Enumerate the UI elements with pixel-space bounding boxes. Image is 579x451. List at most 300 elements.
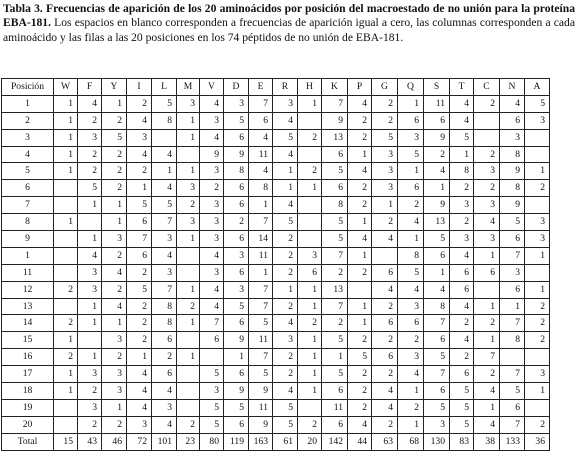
frequency-cell: 7 — [322, 95, 348, 112]
frequency-cell: 2 — [372, 95, 398, 112]
frequency-cell: 1 — [78, 315, 102, 332]
frequency-cell: 8 — [249, 180, 273, 197]
position-cell: 1 — [2, 247, 54, 264]
frequency-cell: 1 — [54, 383, 78, 400]
position-cell: 15 — [2, 332, 54, 349]
frequency-cell: 2 — [450, 315, 474, 332]
frequency-cell: 1 — [224, 349, 249, 366]
frequency-cell: 11 — [249, 332, 273, 349]
frequency-cell: 5 — [322, 231, 348, 248]
frequency-cell: 133 — [500, 433, 525, 450]
frequency-cell: 6 — [424, 247, 450, 264]
frequency-cell: 3 — [200, 214, 224, 231]
amino-acid-header: L — [152, 79, 177, 96]
frequency-cell — [474, 112, 500, 129]
frequency-cell: 4 — [474, 416, 500, 433]
frequency-cell: 7 — [500, 315, 525, 332]
frequency-cell: 6 — [224, 416, 249, 433]
frequency-cell: 3 — [177, 180, 200, 197]
frequency-cell: 1 — [298, 281, 322, 298]
frequency-cell: 5 — [200, 416, 224, 433]
frequency-cell: 1 — [177, 349, 200, 366]
frequency-cell: 163 — [249, 433, 273, 450]
frequency-cell: 1 — [348, 214, 372, 231]
frequency-cell — [54, 231, 78, 248]
frequency-cell: 2 — [78, 112, 102, 129]
frequency-cell: 1 — [298, 95, 322, 112]
frequency-cell: 4 — [152, 383, 177, 400]
frequency-cell: 5 — [348, 349, 372, 366]
frequency-cell: 13 — [322, 281, 348, 298]
frequency-cell: 7 — [474, 349, 500, 366]
frequency-cell: 1 — [424, 264, 450, 281]
position-cell: 11 — [2, 264, 54, 281]
position-cell: 5 — [2, 163, 54, 180]
frequency-cell: 6 — [450, 366, 474, 383]
frequency-cell: 1 — [525, 383, 550, 400]
frequency-cell: 2 — [298, 129, 322, 146]
frequency-cell: 8 — [152, 298, 177, 315]
frequency-cell: 3 — [500, 129, 525, 146]
frequency-cell: 2 — [273, 349, 298, 366]
frequency-cell: 4 — [152, 146, 177, 163]
frequency-cell: 3 — [127, 129, 152, 146]
amino-acid-header: I — [127, 79, 152, 96]
frequency-cell — [54, 298, 78, 315]
frequency-cell: 2 — [102, 281, 127, 298]
frequency-cell: 4 — [200, 247, 224, 264]
frequency-cell: 5 — [224, 112, 249, 129]
frequency-cell: 1 — [249, 264, 273, 281]
frequency-cell: 5 — [200, 366, 224, 383]
frequency-cell: 2 — [322, 264, 348, 281]
frequency-cell: 5 — [273, 214, 298, 231]
frequency-cell: 4 — [127, 366, 152, 383]
frequency-cell — [298, 231, 322, 248]
frequency-cell: 3 — [525, 231, 550, 248]
frequency-cell: 6 — [372, 264, 398, 281]
frequency-cell: 4 — [348, 416, 372, 433]
table-row — [2, 298, 550, 315]
frequency-cell: 5 — [78, 180, 102, 197]
frequency-cell — [525, 146, 550, 163]
frequency-cell: 2 — [348, 383, 372, 400]
caption-label: Tabla 3. — [3, 2, 43, 15]
frequency-cell: 2 — [127, 332, 152, 349]
frequency-cell: 5 — [322, 214, 348, 231]
frequency-cell: 3 — [102, 366, 127, 383]
frequency-cell: 4 — [273, 112, 298, 129]
frequency-cell: 2 — [348, 180, 372, 197]
frequency-cell: 3 — [102, 231, 127, 248]
amino-acid-header: N — [500, 79, 525, 96]
frequency-cell: 7 — [249, 298, 273, 315]
frequency-cell: 4 — [398, 366, 424, 383]
frequency-cell: 3 — [152, 399, 177, 416]
frequency-cell: 8 — [152, 315, 177, 332]
frequency-cell: 1 — [273, 180, 298, 197]
frequency-cell: 4 — [450, 298, 474, 315]
frequency-cell: 5 — [224, 399, 249, 416]
frequency-cell: 9 — [224, 146, 249, 163]
frequency-cell: 11 — [249, 146, 273, 163]
frequency-cell: 6 — [450, 264, 474, 281]
frequency-cell: 44 — [348, 433, 372, 450]
frequency-cell: 3 — [152, 264, 177, 281]
frequency-cell: 11 — [322, 399, 348, 416]
frequency-cell: 6 — [322, 180, 348, 197]
frequency-cell: 5 — [424, 399, 450, 416]
frequency-cell: 1 — [54, 146, 78, 163]
frequency-cell: 3 — [177, 214, 200, 231]
frequency-cell: 2 — [372, 332, 398, 349]
frequency-cell: 46 — [102, 433, 127, 450]
table-row — [2, 349, 550, 366]
table-row — [2, 332, 550, 349]
frequency-cell: 2 — [78, 416, 102, 433]
frequency-cell: 5 — [398, 146, 424, 163]
frequency-cell: 4 — [200, 298, 224, 315]
frequency-cell: 5 — [450, 399, 474, 416]
position-cell: 20 — [2, 416, 54, 433]
frequency-cell: 5 — [200, 399, 224, 416]
frequency-cell — [525, 399, 550, 416]
frequency-cell: 4 — [450, 247, 474, 264]
frequency-cell: 4 — [424, 281, 450, 298]
frequency-cell: 6 — [127, 214, 152, 231]
frequency-cell: 9 — [424, 197, 450, 214]
frequency-cell: 9 — [249, 383, 273, 400]
frequency-cell: 2 — [372, 298, 398, 315]
table-row — [2, 95, 550, 112]
frequency-cell: 2 — [450, 180, 474, 197]
position-cell: Total — [2, 433, 54, 450]
frequency-cell — [474, 281, 500, 298]
frequency-cell: 1 — [398, 95, 424, 112]
frequency-cell: 2 — [525, 315, 550, 332]
frequency-cell: 3 — [200, 163, 224, 180]
frequency-cell: 2 — [152, 349, 177, 366]
frequency-cell: 7 — [249, 214, 273, 231]
frequency-cell — [54, 264, 78, 281]
frequency-cell: 3 — [298, 247, 322, 264]
position-cell: 14 — [2, 315, 54, 332]
frequency-cell: 3 — [273, 95, 298, 112]
amino-acid-header: T — [450, 79, 474, 96]
frequency-cell: 6 — [249, 112, 273, 129]
frequency-cell: 7 — [249, 95, 273, 112]
frequency-cell — [177, 146, 200, 163]
frequency-cell: 3 — [78, 366, 102, 383]
frequency-cell: 4 — [78, 247, 102, 264]
frequency-cell — [298, 112, 322, 129]
frequency-cell: 5 — [273, 399, 298, 416]
frequency-cell — [525, 129, 550, 146]
frequency-cell: 2 — [102, 146, 127, 163]
frequency-cell: 3 — [474, 197, 500, 214]
position-cell: 19 — [2, 399, 54, 416]
frequency-cell: 1 — [54, 366, 78, 383]
frequency-cell: 2 — [54, 281, 78, 298]
frequency-cell: 3 — [200, 264, 224, 281]
frequency-cell: 5 — [127, 281, 152, 298]
frequency-cell: 3 — [525, 112, 550, 129]
frequency-cell: 7 — [500, 416, 525, 433]
frequency-cell: 2 — [102, 416, 127, 433]
frequency-cell: 6 — [500, 112, 525, 129]
frequency-cell: 1 — [177, 315, 200, 332]
frequency-cell: 9 — [424, 129, 450, 146]
frequency-cell: 1 — [525, 247, 550, 264]
frequency-cell: 3 — [224, 247, 249, 264]
frequency-cell: 11 — [249, 399, 273, 416]
frequency-cell: 5 — [224, 298, 249, 315]
frequency-cell: 3 — [525, 366, 550, 383]
frequency-cell: 5 — [450, 416, 474, 433]
frequency-cell: 3 — [102, 383, 127, 400]
table-header-row — [2, 79, 550, 96]
frequency-cell: 7 — [152, 214, 177, 231]
frequency-cell: 4 — [249, 129, 273, 146]
frequency-cell: 6 — [224, 315, 249, 332]
frequency-cell: 1 — [372, 197, 398, 214]
frequency-cell: 2 — [102, 112, 127, 129]
frequency-cell: 2 — [273, 366, 298, 383]
table-row — [2, 416, 550, 433]
frequency-cell — [348, 281, 372, 298]
frequency-cell: 7 — [424, 315, 450, 332]
frequency-cell: 68 — [398, 433, 424, 450]
frequency-cell: 7 — [322, 298, 348, 315]
frequency-cell: 2 — [200, 180, 224, 197]
frequency-cell: 2 — [348, 129, 372, 146]
frequency-cell: 6 — [127, 247, 152, 264]
frequency-cell: 8 — [224, 163, 249, 180]
frequency-cell: 3 — [224, 95, 249, 112]
frequency-cell — [525, 197, 550, 214]
frequency-cell: 1 — [78, 231, 102, 248]
frequency-cell: 4 — [450, 332, 474, 349]
frequency-cell: 5 — [398, 264, 424, 281]
frequency-cell: 5 — [102, 129, 127, 146]
frequency-cell: 1 — [102, 197, 127, 214]
frequency-cell — [525, 264, 550, 281]
frequency-cell: 1 — [54, 95, 78, 112]
frequency-cell: 2 — [78, 383, 102, 400]
frequency-cell — [298, 399, 322, 416]
frequency-cell: 2 — [348, 197, 372, 214]
frequency-cell: 7 — [322, 247, 348, 264]
frequency-cell: 5 — [249, 366, 273, 383]
frequency-cell — [54, 247, 78, 264]
frequency-cell: 7 — [200, 315, 224, 332]
frequency-cell: 1 — [474, 247, 500, 264]
frequency-cell: 4 — [273, 146, 298, 163]
frequency-cell: 5 — [500, 383, 525, 400]
frequency-cell: 11 — [249, 247, 273, 264]
frequency-cell: 4 — [200, 281, 224, 298]
frequency-cell — [525, 349, 550, 366]
frequency-cell: 7 — [500, 366, 525, 383]
frequency-cell: 4 — [102, 298, 127, 315]
frequency-cell — [54, 197, 78, 214]
amino-acid-header: D — [224, 79, 249, 96]
frequency-cell: 1 — [500, 298, 525, 315]
frequency-cell: 5 — [152, 197, 177, 214]
frequency-cell: 1 — [177, 281, 200, 298]
frequency-cell: 1 — [54, 214, 78, 231]
frequency-cell: 1 — [525, 281, 550, 298]
frequency-cell: 2 — [474, 180, 500, 197]
frequency-cell: 3 — [450, 231, 474, 248]
frequency-cell: 1 — [273, 163, 298, 180]
frequency-cell: 4 — [249, 163, 273, 180]
frequency-cell — [298, 214, 322, 231]
frequency-cell: 1 — [54, 112, 78, 129]
frequency-cell: 2 — [273, 231, 298, 248]
frequency-cell: 9 — [224, 332, 249, 349]
frequency-cell: 5 — [525, 95, 550, 112]
frequency-cell: 1 — [424, 180, 450, 197]
frequency-cell: 2 — [224, 214, 249, 231]
frequency-cell: 6 — [152, 366, 177, 383]
frequency-cell: 6 — [224, 366, 249, 383]
frequency-cell: 3 — [224, 281, 249, 298]
frequency-cell: 6 — [474, 264, 500, 281]
frequency-cell: 1 — [322, 349, 348, 366]
frequency-cell: 8 — [500, 332, 525, 349]
position-cell: 9 — [2, 231, 54, 248]
frequency-cell: 2 — [348, 332, 372, 349]
frequency-cell: 2 — [127, 315, 152, 332]
frequency-cell: 1 — [152, 163, 177, 180]
frequency-cell: 4 — [152, 247, 177, 264]
frequency-cell: 6 — [224, 264, 249, 281]
frequency-cell: 4 — [127, 146, 152, 163]
frequency-cell: 8 — [500, 146, 525, 163]
frequency-cell — [54, 399, 78, 416]
frequency-cell: 4 — [273, 197, 298, 214]
frequency-cell: 2 — [525, 416, 550, 433]
frequency-cell: 6 — [224, 180, 249, 197]
frequency-cell: 1 — [450, 146, 474, 163]
table-row — [2, 399, 550, 416]
position-cell: 18 — [2, 383, 54, 400]
frequency-cell: 3 — [102, 332, 127, 349]
frequency-cell: 8 — [152, 112, 177, 129]
frequency-cell — [298, 146, 322, 163]
position-cell: 7 — [2, 197, 54, 214]
frequency-cell: 6 — [398, 112, 424, 129]
frequency-cell: 2 — [398, 399, 424, 416]
frequency-cell: 3 — [273, 332, 298, 349]
frequency-cell: 1 — [273, 281, 298, 298]
amino-acid-header: V — [200, 79, 224, 96]
frequency-cell: 6 — [500, 281, 525, 298]
frequency-cell: 5 — [127, 197, 152, 214]
frequency-cell: 5 — [424, 231, 450, 248]
frequency-cell: 2 — [372, 112, 398, 129]
amino-acid-header: Y — [102, 79, 127, 96]
table-row — [2, 231, 550, 248]
frequency-cell: 1 — [102, 95, 127, 112]
frequency-cell: 1 — [398, 163, 424, 180]
frequency-cell: 2 — [273, 298, 298, 315]
frequency-cell: 7 — [249, 349, 273, 366]
frequency-cell: 2 — [372, 366, 398, 383]
frequency-cell: 1 — [54, 163, 78, 180]
frequency-cell — [78, 332, 102, 349]
frequency-cell: 2 — [525, 298, 550, 315]
frequency-cell: 1 — [348, 146, 372, 163]
frequency-cell: 6 — [450, 281, 474, 298]
table-body — [2, 95, 550, 450]
table-row — [2, 366, 550, 383]
frequency-cell: 1 — [348, 298, 372, 315]
frequency-cell: 1 — [54, 332, 78, 349]
frequency-cell: 2 — [78, 146, 102, 163]
position-cell: 12 — [2, 281, 54, 298]
frequency-cell: 1 — [177, 112, 200, 129]
frequency-cell — [500, 349, 525, 366]
amino-acid-header: M — [177, 79, 200, 96]
frequency-cell — [177, 366, 200, 383]
frequency-cell: 1 — [398, 383, 424, 400]
frequency-cell — [78, 214, 102, 231]
position-cell: 1 — [2, 95, 54, 112]
frequency-cell: 6 — [372, 315, 398, 332]
frequency-cell: 2 — [398, 332, 424, 349]
frequency-cell: 1 — [177, 129, 200, 146]
frequency-cell: 4 — [152, 416, 177, 433]
frequency-cell: 3 — [450, 197, 474, 214]
table-row — [2, 163, 550, 180]
frequency-cell: 5 — [322, 163, 348, 180]
frequency-cell: 6 — [424, 332, 450, 349]
frequency-cell: 130 — [424, 433, 450, 450]
frequency-cell: 9 — [224, 383, 249, 400]
frequency-cell: 1 — [54, 129, 78, 146]
frequency-cell — [177, 383, 200, 400]
frequency-cell: 6 — [398, 180, 424, 197]
position-cell: 2 — [2, 112, 54, 129]
frequency-cell: 1 — [474, 399, 500, 416]
frequency-cell: 1 — [78, 298, 102, 315]
frequency-cell: 2 — [372, 214, 398, 231]
frequency-cell: 2 — [525, 332, 550, 349]
frequency-cell — [54, 416, 78, 433]
amino-acid-header: R — [273, 79, 298, 96]
frequency-cell: 1 — [127, 349, 152, 366]
frequency-cell: 2 — [54, 315, 78, 332]
amino-acid-header: F — [78, 79, 102, 96]
frequency-cell: 4 — [127, 383, 152, 400]
frequency-cell: 3 — [474, 163, 500, 180]
position-cell: 8 — [2, 214, 54, 231]
frequency-cell: 4 — [273, 383, 298, 400]
frequency-cell: 3 — [398, 349, 424, 366]
frequency-cell — [177, 247, 200, 264]
frequency-cell: 8 — [322, 197, 348, 214]
frequency-cell: 11 — [424, 95, 450, 112]
table-row — [2, 146, 550, 163]
amino-acid-header: P — [348, 79, 372, 96]
frequency-cell: 7 — [249, 281, 273, 298]
frequency-cell: 2 — [177, 197, 200, 214]
frequency-cell — [372, 247, 398, 264]
frequency-cell: 2 — [177, 416, 200, 433]
table-row — [2, 129, 550, 146]
